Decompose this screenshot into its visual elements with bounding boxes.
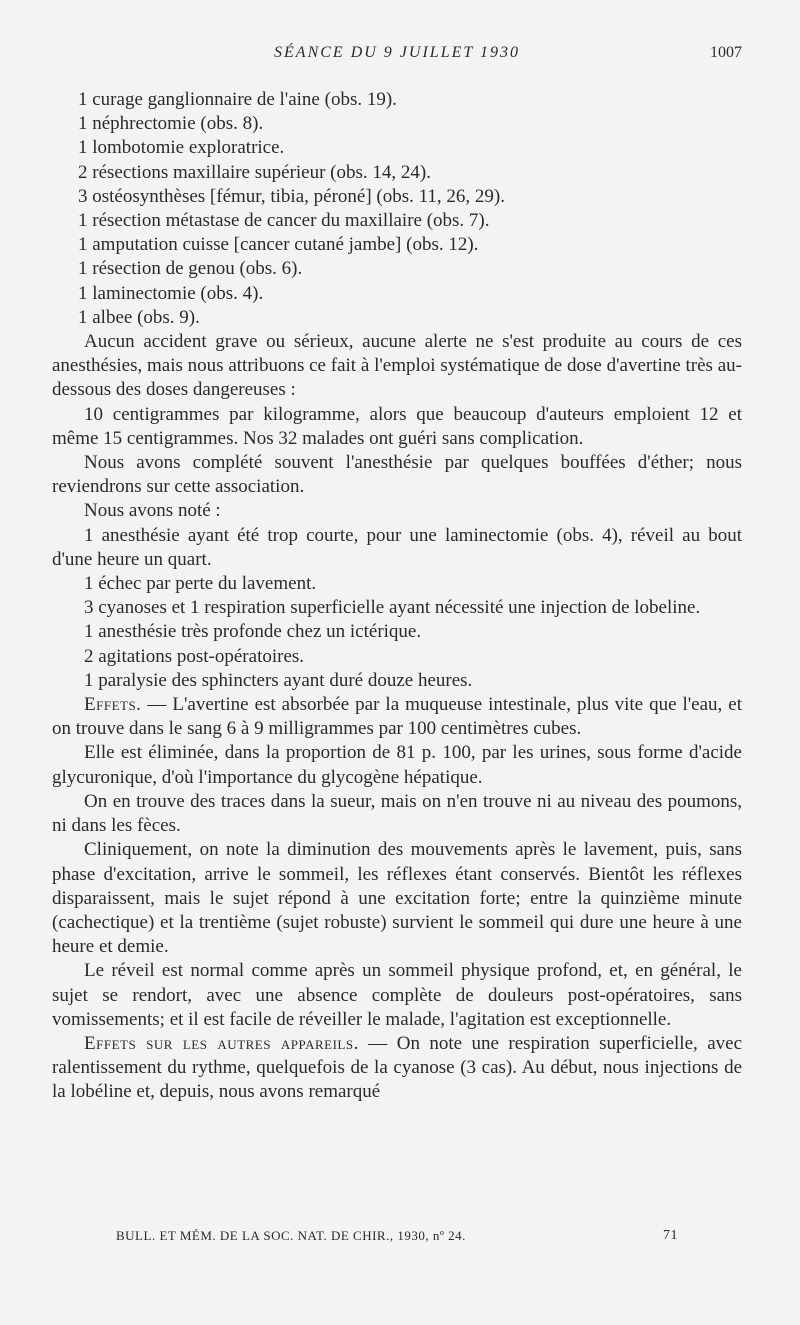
paragraph: Cliniquement, on note la diminution des mouvements après le lavement, puis, sans phase d'excitation, arrive le sommeil, les réflexes étant conservés. Bientôt les réflexes disparaissent, mais le sujet répond à une excitation forte; entre la quinzième minute (cachectique) et la trentième (sujet robuste) survient le sommeil qui dure une heure à une heure et demie. xyxy=(52,839,742,958)
paragraph: Le réveil est normal comme après un sommeil physique profond, et, en général, le sujet se rendort, avec une absence complète de douleurs post-opératoires, sans vomissements; et il est facile de réveiller le malade, l'agitation est exceptionnelle. xyxy=(52,960,742,1030)
list-item: 1 albee (obs. 9). xyxy=(78,306,200,328)
list-item: 1 curage ganglionnaire de l'aine (obs. 19). xyxy=(78,89,397,110)
running-head-title: SÉANCE DU 9 JUILLET 1930 xyxy=(274,44,520,61)
paragraph-text: — On note une respiration superficielle, avec ralentissement du rythme, quelquefois de la cyanose (3 cas). Au début, nous injections de la lobéline et, depuis, nous avons remarqué xyxy=(52,1032,743,1103)
list-item: 3 ostéosynthèses [fémur, tibia, péroné] (obs. 11, 26, 29). xyxy=(78,185,505,207)
page-number: 1007 xyxy=(710,44,742,61)
paragraph: 1 anesthésie très profonde chez un ictérique. xyxy=(84,621,422,643)
list-item: 1 néphrectomie (obs. 8). xyxy=(78,113,264,135)
signature-number: 71 xyxy=(663,1228,678,1243)
paragraph: Elle est éliminée, dans la proportion de 81 p. 100, par les urines, sous forme d'acide glycuronique, d'où l'importance du glycogène hépatique. xyxy=(52,742,742,788)
paragraph: Aucun accident grave ou sérieux, aucune alerte ne s'est produite au cours de ces anesthésies, mais nous attribuons ce fait à l'emploi systématique de dose d'avertine très au-dessous des doses dangereuses : xyxy=(52,331,742,401)
paragraph: 3 cyanoses et 1 respiration superficielle ayant nécessité une injection de lobeline. xyxy=(84,597,701,619)
paragraph: Nous avons noté : xyxy=(84,500,221,522)
paragraph-text: — L'avertine est absorbée par la muqueuse intestinale, plus vite que l'eau, et on trouve dans le sang 6 à 9 milligrammes par 100 centimètres cubes. xyxy=(52,694,742,740)
list-item: 2 résections maxillaire supérieur (obs. 14, 24). xyxy=(78,161,431,183)
paragraph: 1 échec par perte du lavement. xyxy=(84,573,317,595)
paragraph: 1 anesthésie ayant été trop courte, pour une laminectomie (obs. 4), réveil au bout d'une heure un quart. xyxy=(52,524,742,570)
paragraph: 1 paralysie des sphincters ayant duré douze heures. xyxy=(84,669,473,691)
paragraph-effets xyxy=(52,693,742,741)
page-footer xyxy=(116,1228,678,1248)
paragraph: 10 centigrammes par kilogramme, alors que beaucoup d'auteurs emploient 12 et même 15 centigrammes. Nos 32 malades ont guéri sans complication. xyxy=(52,403,742,449)
paragraph-effets-autres xyxy=(52,1032,742,1105)
section-heading: Effets sur les autres appareils. xyxy=(84,1032,359,1054)
list-item: 1 amputation cuisse [cancer cutané jambe] (obs. 12). xyxy=(78,234,479,256)
publication-line: BULL. ET MÉM. DE LA SOC. NAT. DE CHIR., 1930, nº 24. xyxy=(116,1228,466,1243)
list-item: 1 laminectomie (obs. 4). xyxy=(78,282,264,304)
paragraph: Nous avons complété souvent l'anesthésie par quelques bouffées d'éther; nous reviendrons sur cette association. xyxy=(52,452,742,498)
operation-list xyxy=(52,88,742,330)
section-heading: Effets. xyxy=(84,694,142,716)
paragraph: 2 agitations post-opératoires. xyxy=(84,645,305,667)
list-item: 1 lombotomie exploratrice. xyxy=(78,137,285,159)
body-text xyxy=(52,88,742,1105)
list-item: 1 résection métastase de cancer du maxillaire (obs. 7). xyxy=(78,210,490,232)
running-head xyxy=(52,44,742,66)
paragraph: On en trouve des traces dans la sueur, mais on n'en trouve ni au niveau des poumons, ni dans les fèces. xyxy=(52,790,742,837)
list-item: 1 résection de genou (obs. 6). xyxy=(78,258,303,280)
